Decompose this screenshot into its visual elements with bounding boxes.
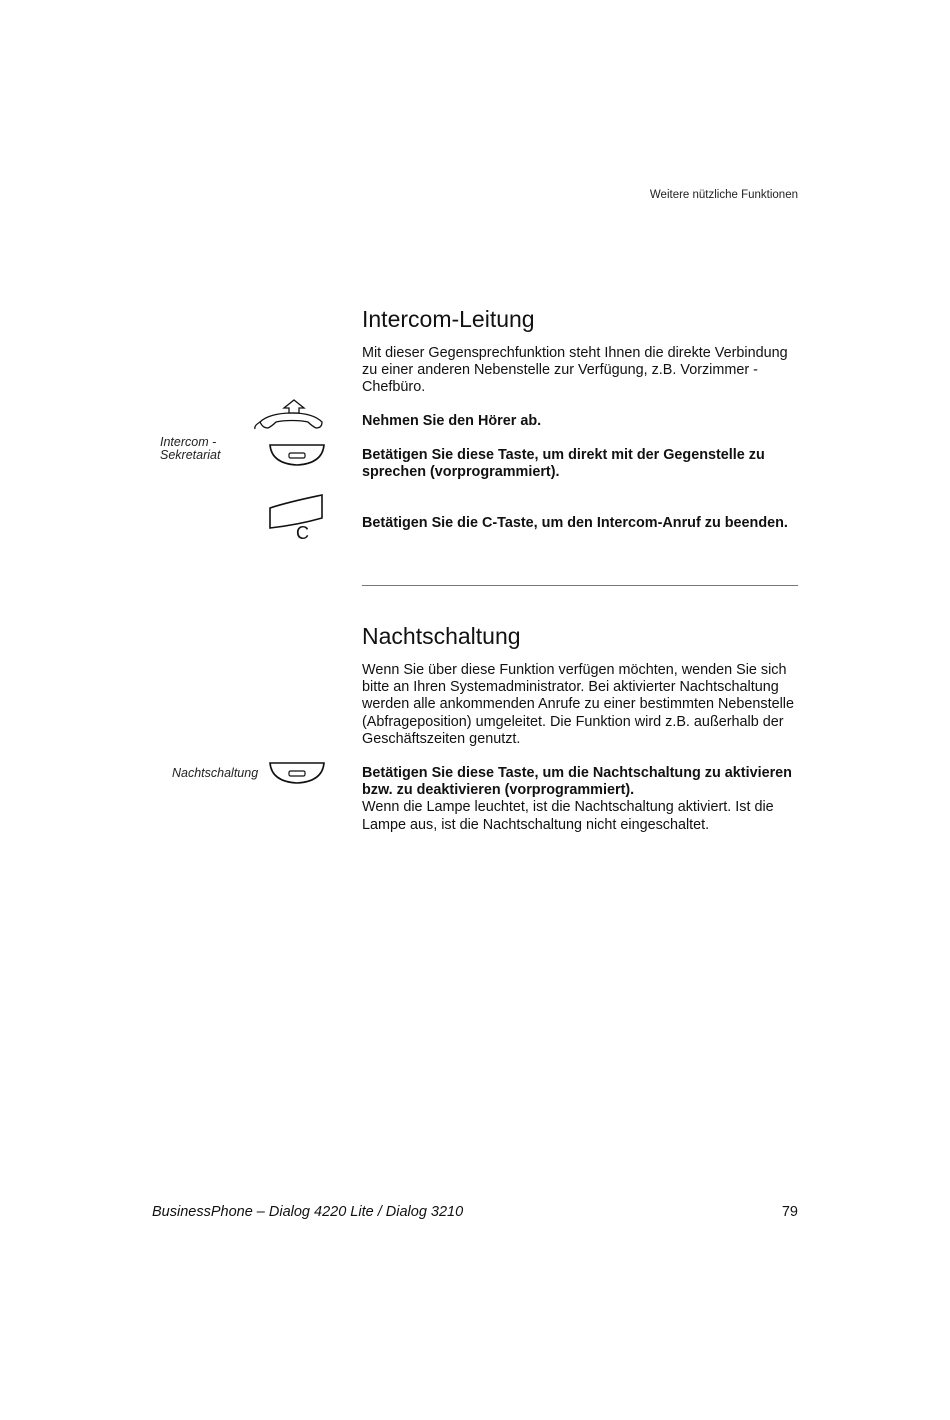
running-header: Weitere nützliche Funktionen — [649, 189, 798, 201]
footer-product-title: BusinessPhone – Dialog 4220 Lite / Dialog 3210 — [152, 1204, 464, 1220]
handset-lift-icon — [252, 398, 326, 432]
clear-key-icon[interactable] — [268, 492, 328, 542]
intercom-step-key: Betätigen Sie diese Taste, um direkt mit der Gegenstelle zu sprechen (vorprogrammiert). — [362, 447, 765, 481]
night-step-note: Wenn die Lampe leuchtet, ist die Nachtschaltung aktiviert. Ist die Lampe aus, ist die Nachtschaltung nicht eingeschaltet. — [362, 799, 774, 833]
clear-key-letter: C — [296, 523, 309, 543]
intercom-step-lift: Nehmen Sie den Hörer ab. — [362, 413, 542, 429]
night-intro: Wenn Sie über diese Funktion verfügen möchten, wenden Sie sich bitte an Ihren Systemadministrator. Bei aktivierter Nachtschaltung werden alle ankommenden Anrufe zu einer bestimmten Nebenstelle (Abfrageposition) umgeleitet. Die Funktion wird z.B. außerhalb der Geschäftszeiten genutzt. — [362, 662, 794, 747]
page-number: 79 — [781, 1204, 798, 1220]
section-divider — [362, 585, 798, 586]
section-title-night: Nachtschaltung — [362, 623, 521, 649]
intercom-intro: Mit dieser Gegensprechfunktion steht Ihnen die direkte Verbindung zu einer anderen Nebenstelle zur Verfügung, z.B. Vorzimmer - Chefbüro. — [362, 345, 788, 396]
night-key-label: Nachtschaltung — [172, 766, 259, 780]
night-function-key-icon[interactable] — [268, 760, 326, 786]
night-step — [362, 765, 802, 834]
intercom-step-clear: Betätigen Sie die C-Taste, um den Intercom-Anruf zu beenden. — [362, 515, 788, 531]
section-title-intercom: Intercom-Leitung — [362, 306, 535, 332]
intercom-key-label: Intercom - Sekretariat — [160, 435, 221, 462]
night-step-instruction: Betätigen Sie diese Taste, um die Nachtschaltung zu aktivieren bzw. zu deaktivieren (vorprogrammiert). — [362, 765, 792, 799]
function-key-icon[interactable] — [268, 442, 326, 468]
